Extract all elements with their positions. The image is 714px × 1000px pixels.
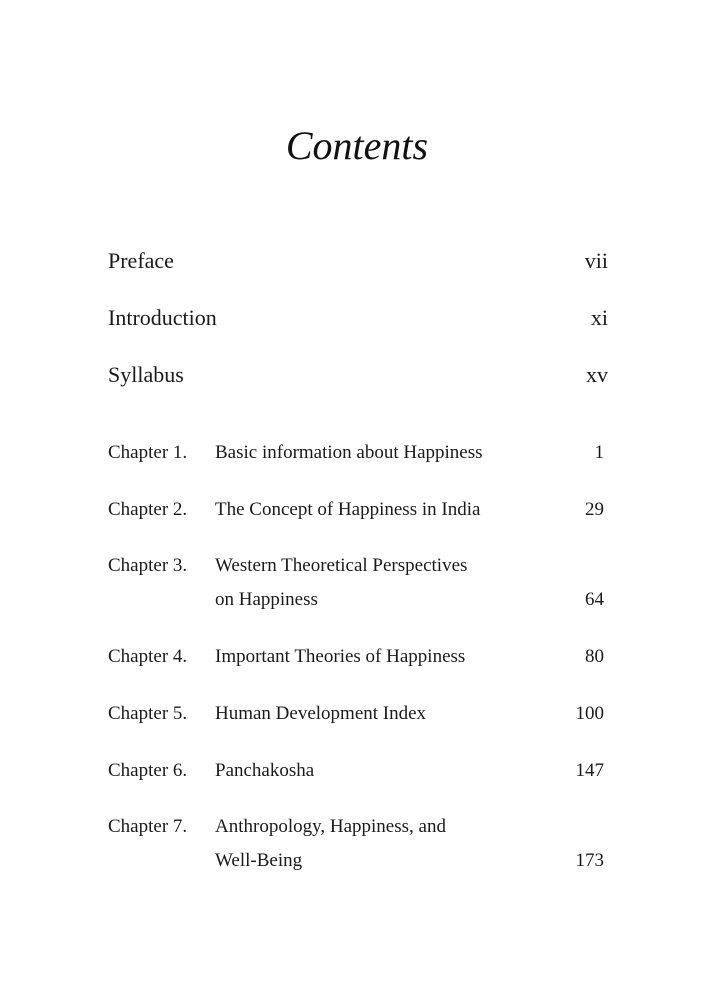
toc-page-number: 100 bbox=[575, 703, 604, 724]
chapter-title-continued: Well-Being bbox=[215, 850, 303, 871]
toc-page-number: 80 bbox=[585, 646, 604, 667]
toc-page-number: 64 bbox=[585, 589, 604, 610]
chapter-title: Panchakosha bbox=[215, 760, 315, 781]
chapter-title: Basic information about Happiness bbox=[215, 442, 483, 463]
chapter-title-continued: on Happiness bbox=[215, 589, 318, 610]
toc-entry-label: Preface bbox=[108, 248, 174, 273]
chapter-number: Chapter 3. bbox=[108, 555, 188, 576]
toc-page-number: 173 bbox=[575, 850, 604, 871]
toc-page-number: 1 bbox=[594, 442, 604, 463]
page-title: Contents bbox=[285, 123, 429, 168]
chapter-number: Chapter 6. bbox=[108, 760, 188, 781]
chapter-title: The Concept of Happiness in India bbox=[215, 499, 481, 520]
toc-entry-label: Syllabus bbox=[108, 362, 184, 387]
chapter-title: Important Theories of Happiness bbox=[215, 646, 466, 667]
toc-page-number: 147 bbox=[575, 760, 604, 781]
chapter-number: Chapter 7. bbox=[108, 816, 188, 837]
toc-page-number: vii bbox=[584, 248, 608, 273]
toc-entry-label: Introduction bbox=[108, 305, 217, 330]
chapter-number: Chapter 4. bbox=[108, 646, 188, 667]
toc-page-number: 29 bbox=[585, 499, 604, 520]
chapter-title: Anthropology, Happiness, and bbox=[215, 816, 446, 837]
chapter-title: Western Theoretical Perspectives bbox=[215, 555, 468, 576]
toc-page-number: xi bbox=[590, 305, 608, 330]
chapter-number: Chapter 2. bbox=[108, 499, 188, 520]
chapter-title: Human Development Index bbox=[215, 703, 427, 724]
toc-page-number: xv bbox=[586, 362, 608, 387]
chapter-number: Chapter 1. bbox=[108, 442, 188, 463]
chapter-number: Chapter 5. bbox=[108, 703, 188, 724]
